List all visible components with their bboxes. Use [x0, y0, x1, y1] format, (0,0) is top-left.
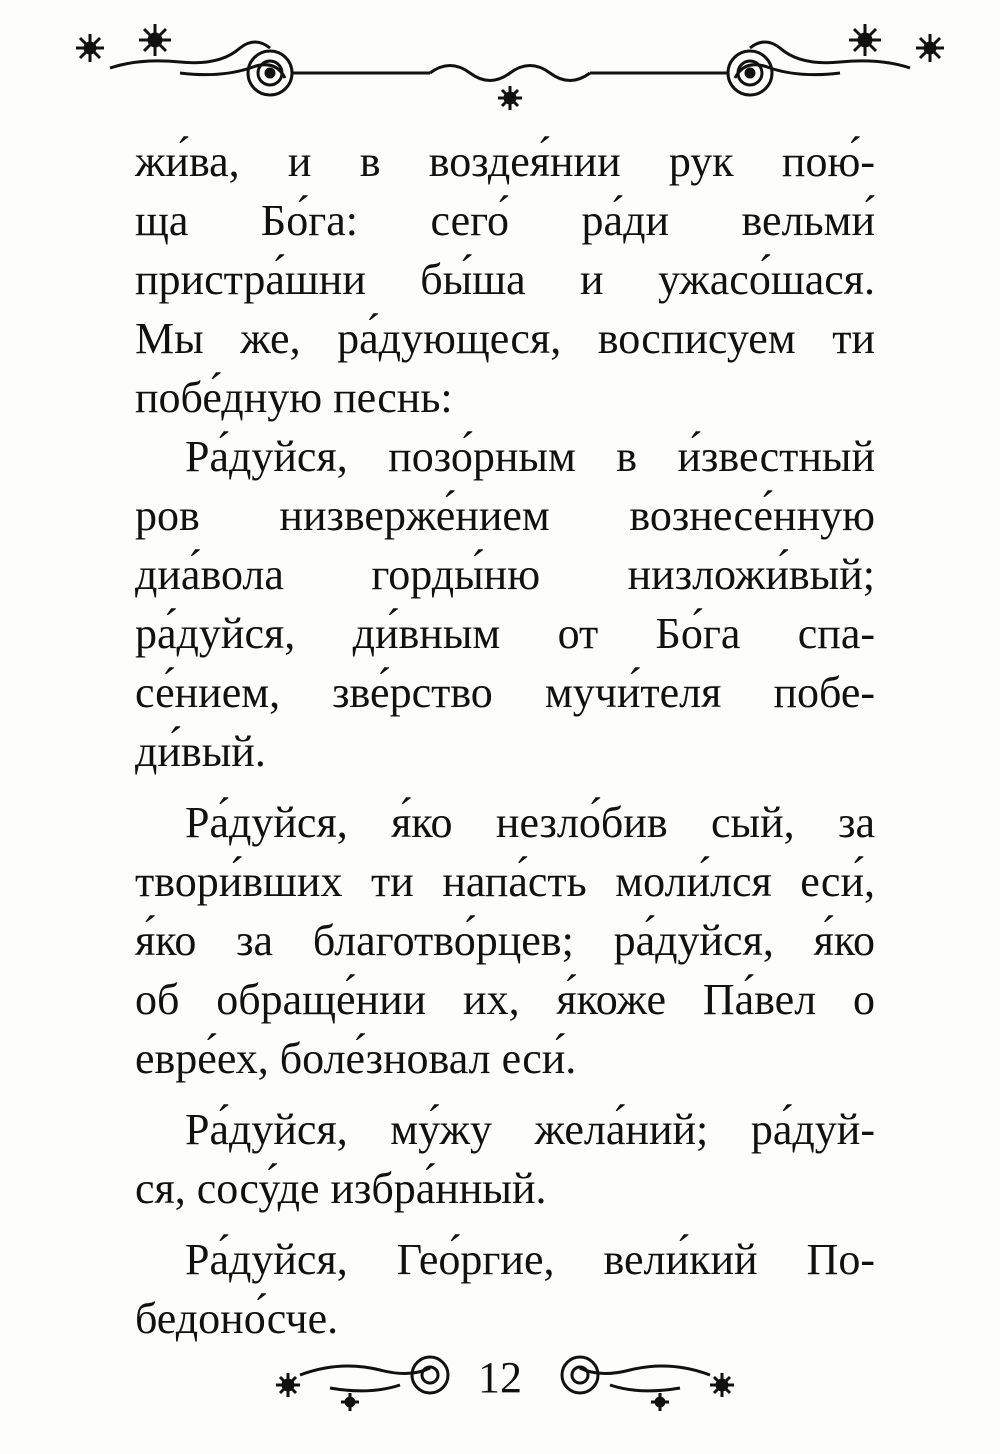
text-line: пристра́шни бы́ша и ужасо́шася. [135, 255, 875, 304]
text-line: евре́ех, боле́зновал еси́. [135, 1034, 577, 1083]
text-line: твори́вших ти напа́сть моли́лся еси́, [135, 857, 875, 906]
text-line: Ра́дуйся, я́ко незло́бив сый, за [185, 798, 875, 847]
paragraph [135, 132, 875, 427]
page-number: 12 [478, 1353, 522, 1402]
text-line: Ра́дуйся, позо́рным в и́звестный [185, 432, 875, 481]
text-line: ща Бо́га: сего́ ра́ди вельми́ [135, 196, 875, 245]
text-line: ся, сосу́де избра́нный. [135, 1164, 547, 1213]
header-ornament-icon [70, 18, 950, 118]
text-line: Ра́дуйся, Гео́ргие, вели́кий По- [185, 1235, 875, 1284]
text-line: Ра́дуйся, му́жу жела́ний; ра́дуй- [185, 1105, 875, 1154]
text-line: ра́дуйся, ди́вным от Бо́га спа- [135, 609, 875, 658]
text-line: се́нием, зве́рство мучи́теля побе- [135, 668, 875, 717]
text-line: Мы же, ра́дующеся, восписуем ти [135, 314, 875, 363]
paragraph [135, 793, 875, 1088]
text-line: об обраще́нии их, я́коже Па́вел о [135, 975, 875, 1024]
text-line: побе́дную песнь: [135, 373, 453, 422]
paragraph [135, 427, 875, 781]
text-line: ди́вый. [135, 727, 266, 776]
text-line: жи́ва, и в воздея́нии рук пою́- [135, 137, 875, 186]
text-line: я́ко за благотво́рцев; ра́дуйся, я́ко [135, 916, 875, 965]
text-line: ров низверже́нием вознесе́нную [135, 491, 875, 540]
text-line: диа́вола горды́ню низложи́вый; [135, 550, 875, 599]
prayer-text [135, 132, 875, 1348]
text-line: бедоно́сче. [135, 1294, 339, 1343]
paragraph [135, 1100, 875, 1218]
